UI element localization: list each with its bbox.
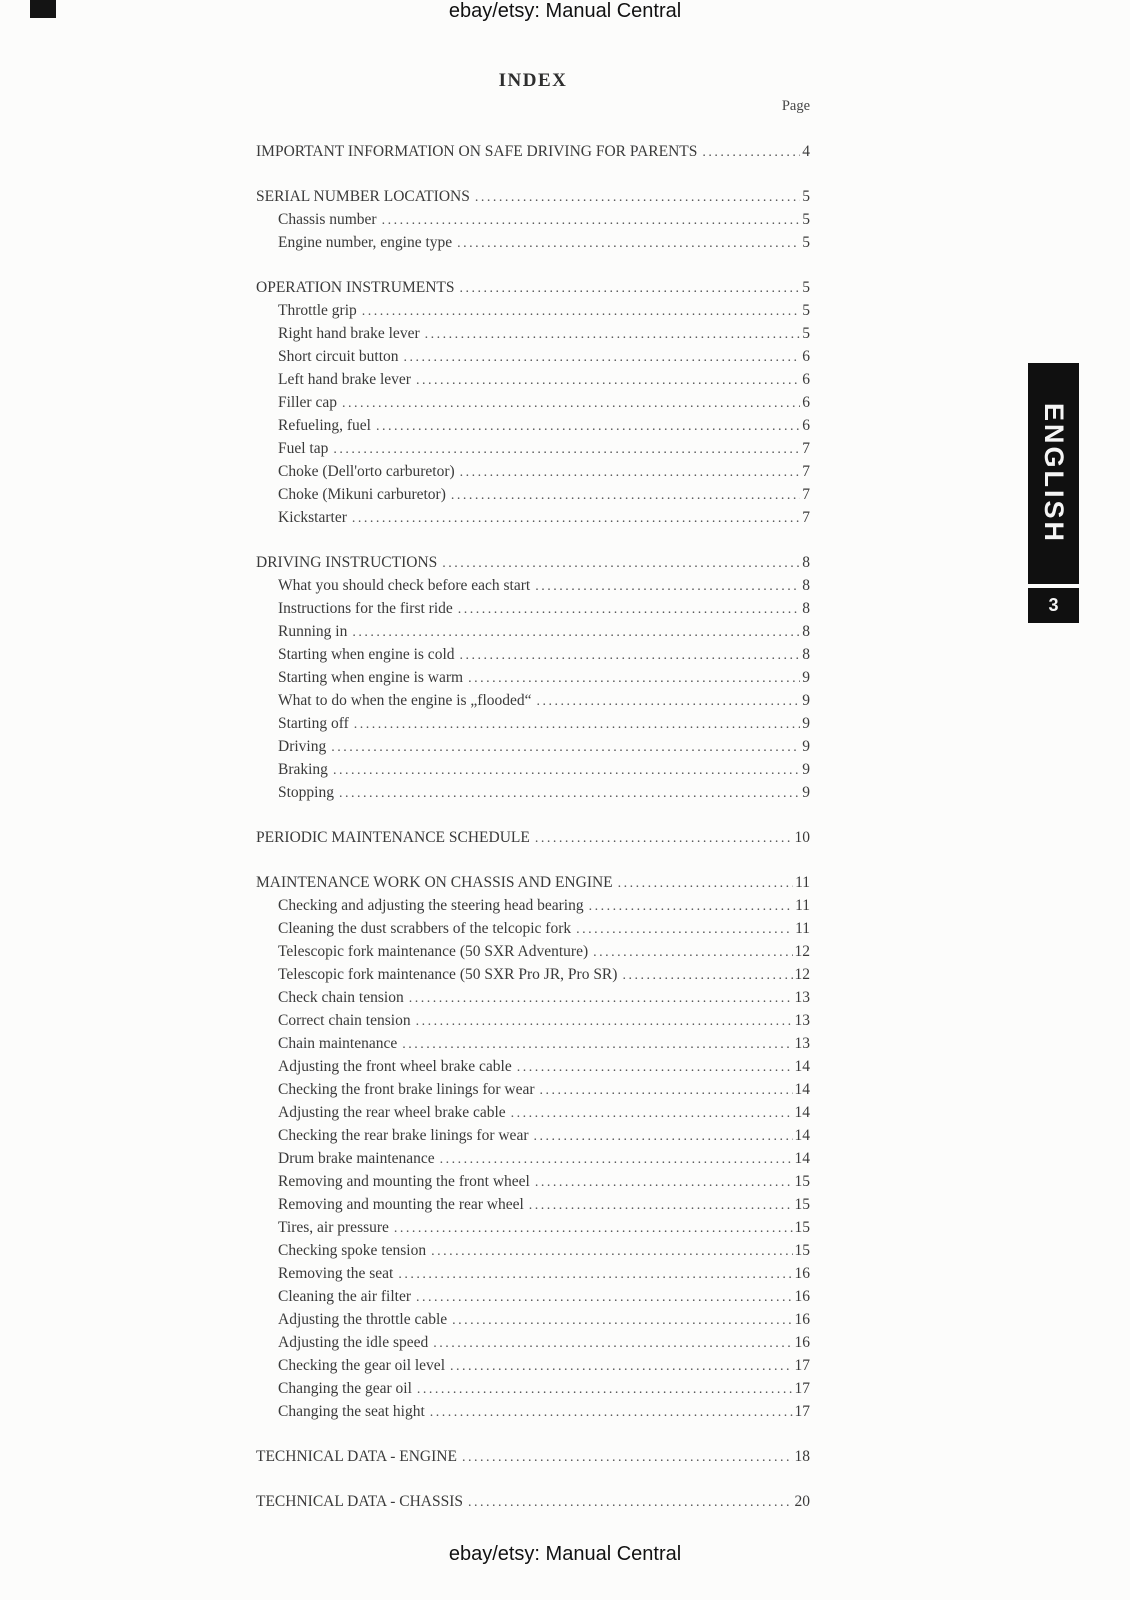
toc-item-row [256,437,810,460]
dot-leader [394,1217,793,1240]
toc-item-row [256,574,810,597]
toc-item-row [256,1216,810,1239]
toc-item-row [256,597,810,620]
toc-item-row [256,666,810,689]
dot-leader [402,1033,792,1056]
toc-page-number: 14 [794,1150,810,1167]
toc-entry-label: Cleaning the dust scrabbers of the telcopic fork [278,920,572,937]
toc-item-row [256,1055,810,1078]
toc-entry-label: Engine number, engine type [278,234,453,251]
toc-item-row [256,643,810,666]
toc-page-number: 8 [802,554,810,571]
toc-entry-label: TECHNICAL DATA - CHASSIS [256,1493,464,1510]
toc-page-number: 5 [802,279,810,296]
toc-entry-label: PERIODIC MAINTENANCE SCHEDULE [256,829,530,846]
toc-page-number: 17 [794,1357,810,1374]
toc-entry-label: Filler cap [278,394,337,411]
toc-entry-label: Choke (Dell'orto carburetor) [278,463,455,480]
toc-item-row [256,1285,810,1308]
toc-section-row [256,871,810,894]
toc-page-number: 12 [794,943,810,960]
toc-page-number: 5 [802,302,810,319]
dot-leader [352,621,800,644]
dot-leader [460,277,801,300]
toc-entry-label: Fuel tap [278,440,329,457]
toc-item-row [256,1262,810,1285]
toc-entry-label: Kickstarter [278,509,347,526]
toc-page-number: 6 [802,371,810,388]
toc-page-number: 16 [794,1265,810,1282]
toc-page-number: 18 [794,1448,810,1465]
toc-item-row [256,1308,810,1331]
toc-page-number: 5 [802,211,810,228]
toc-page-number: 12 [794,966,810,983]
toc-entry-label: What to do when the engine is „flooded“ [278,692,532,709]
dot-leader [702,141,800,164]
toc-entry-label: Checking the front brake linings for wear [278,1081,535,1098]
toc-page-number: 13 [794,989,810,1006]
dot-leader [416,1286,793,1309]
dot-leader [431,1240,792,1263]
dot-leader [409,987,793,1010]
toc-entry-label: What you should check before each start [278,577,531,594]
toc-entry-label: IMPORTANT INFORMATION ON SAFE DRIVING FOR PARENTS [256,143,698,160]
toc-entry-label: Throttle grip [278,302,357,319]
dot-leader [460,644,801,667]
toc-page-number: 9 [802,669,810,686]
toc-section-row [256,551,810,574]
dot-leader [331,736,800,759]
toc-section-row [256,1445,810,1468]
dot-leader [450,1355,793,1378]
dot-leader [535,575,800,598]
dot-leader [468,667,800,690]
toc-entry-label: OPERATION INSTRUMENTS [256,279,455,296]
toc-entry-label: Check chain tension [278,989,404,1006]
dot-leader [333,438,800,461]
toc-item-row [256,689,810,712]
page-number-tab: 3 [1028,588,1079,623]
toc-page-number: 14 [794,1104,810,1121]
dot-leader [352,507,800,530]
dot-leader [354,713,801,736]
toc-item-row [256,414,810,437]
dot-leader [589,895,793,918]
toc-page-number: 15 [794,1219,810,1236]
dot-leader [576,918,793,941]
dot-leader [433,1332,792,1355]
dot-leader [618,872,793,895]
toc-item-row [256,712,810,735]
dot-leader [535,827,793,850]
dot-leader [416,1010,793,1033]
toc-item-row [256,963,810,986]
toc-entry-label: Left hand brake lever [278,371,411,388]
toc-page-number: 13 [794,1012,810,1029]
toc-page-number: 11 [795,874,810,891]
dot-leader [535,1171,793,1194]
toc-page-number: 20 [794,1493,810,1510]
toc-page-number: 16 [794,1288,810,1305]
toc-item-row [256,758,810,781]
toc-item-row [256,391,810,414]
toc-page-number: 5 [802,325,810,342]
toc-page-number: 17 [794,1403,810,1420]
toc-page-number: 9 [802,761,810,778]
toc-entry-label: Short circuit button [278,348,399,365]
toc-entry-label: Starting when engine is cold [278,646,455,663]
toc-entry-label: Adjusting the front wheel brake cable [278,1058,512,1075]
dot-leader [462,1446,793,1469]
dot-leader [425,323,801,346]
toc-item-row [256,483,810,506]
dot-leader [517,1056,793,1079]
toc-entry-label: Starting off [278,715,349,732]
toc-item-row [256,1400,810,1423]
dot-leader [452,1309,792,1332]
toc-entry-label: Cleaning the air filter [278,1288,411,1305]
toc-page-number: 11 [795,920,810,937]
toc-page-number: 11 [795,897,810,914]
dot-leader [430,1401,793,1424]
toc-item-row [256,231,810,254]
toc-entry-label: Drum brake maintenance [278,1150,435,1167]
toc-entry-label: Checking spoke tension [278,1242,427,1259]
toc-page-number: 8 [802,623,810,640]
dot-leader [342,392,800,415]
toc-item-row [256,322,810,345]
toc-page-number: 17 [794,1380,810,1397]
toc-item-row [256,299,810,322]
toc-item-row [256,1124,810,1147]
toc-page-number: 8 [802,600,810,617]
toc-item-row [256,368,810,391]
page-column-label: Page [781,98,810,114]
toc-entry-label: Removing and mounting the front wheel [278,1173,530,1190]
toc-item-row [256,620,810,643]
toc-entry-label: Starting when engine is warm [278,669,464,686]
dot-leader [376,415,800,438]
toc-entry-label: SERIAL NUMBER LOCATIONS [256,188,470,205]
toc-item-row [256,1193,810,1216]
language-tab-label: ENGLISH [1039,402,1069,544]
toc-entry-label: DRIVING INSTRUCTIONS [256,554,438,571]
toc-page-number: 7 [802,463,810,480]
toc-section-row [256,276,810,299]
toc-page-number: 9 [802,715,810,732]
toc-page-number: 16 [794,1311,810,1328]
toc-page-number: 9 [802,784,810,801]
toc-page-number: 14 [794,1081,810,1098]
dot-leader [475,186,800,209]
toc-item-row [256,986,810,1009]
dot-leader [398,1263,792,1286]
toc-page-number: 7 [802,509,810,526]
toc-item-row [256,917,810,940]
toc-item-row [256,894,810,917]
toc-page-number: 6 [802,394,810,411]
toc-page-number: 6 [802,348,810,365]
dot-leader [622,964,792,987]
toc-item-row [256,735,810,758]
toc-entry-label: Changing the gear oil [278,1380,412,1397]
toc-section-row [256,826,810,849]
toc-item-row [256,1009,810,1032]
toc-entry-label: Refueling, fuel [278,417,371,434]
toc-entry-label: Braking [278,761,328,778]
toc-item-row [256,1147,810,1170]
dot-leader [382,209,801,232]
dot-leader [442,552,800,575]
dot-leader [404,346,801,369]
dot-leader [339,782,800,805]
toc-entry-label: Chain maintenance [278,1035,398,1052]
dot-leader [417,1378,793,1401]
toc-page-number: 8 [802,577,810,594]
toc-page-number: 15 [794,1242,810,1259]
toc-item-row [256,1078,810,1101]
toc-page-number: 9 [802,738,810,755]
dot-leader [416,369,800,392]
toc-page-number: 8 [802,646,810,663]
dot-leader [333,759,800,782]
toc-item-row [256,1377,810,1400]
dot-leader [458,598,800,621]
toc-entry-label: Right hand brake lever [278,325,420,342]
toc-entry-label: MAINTENANCE WORK ON CHASSIS AND ENGINE [256,874,613,891]
toc-item-row [256,1032,810,1055]
toc-item-row [256,208,810,231]
toc-page-number: 15 [794,1196,810,1213]
toc-entry-label: Checking the gear oil level [278,1357,445,1374]
toc-entry-label: Adjusting the idle speed [278,1334,429,1351]
toc-page-number: 14 [794,1058,810,1075]
toc-entry-label: Chassis number [278,211,377,228]
toc-item-row [256,1354,810,1377]
toc-item-row [256,1170,810,1193]
dot-leader [468,1491,792,1514]
dot-leader [529,1194,793,1217]
toc-page-number: 10 [794,829,810,846]
page-title: INDEX [498,70,568,91]
dot-leader [460,461,801,484]
toc-entry-label: Checking the rear brake linings for wear [278,1127,529,1144]
dot-leader [440,1148,793,1171]
dot-leader [362,300,800,323]
toc-page-number: 7 [802,440,810,457]
toc-page-number: 5 [802,188,810,205]
language-tab [1028,363,1079,584]
toc-entry-label: TECHNICAL DATA - ENGINE [256,1448,457,1465]
toc-page-number: 16 [794,1334,810,1351]
toc-entry-label: Stopping [278,784,334,801]
dot-leader [457,232,800,255]
toc-item-row [256,1101,810,1124]
toc-entry-label: Removing the seat [278,1265,394,1282]
toc-entry-label: Adjusting the rear wheel brake cable [278,1104,506,1121]
toc-entry-label: Running in [278,623,348,640]
dot-leader [540,1079,793,1102]
toc-section-row [256,185,810,208]
toc-item-row [256,460,810,483]
toc-page-number: 14 [794,1127,810,1144]
toc-page-number: 6 [802,417,810,434]
toc-section-row [256,1490,810,1513]
toc-entry-label: Tires, air pressure [278,1219,389,1236]
dot-leader [511,1102,793,1125]
page-header: ebay/etsy: Manual Central [448,0,682,22]
dot-leader [533,1125,792,1148]
toc-item-row [256,1239,810,1262]
toc-entry-label: Choke (Mikuni carburetor) [278,486,446,503]
dot-leader [537,690,801,713]
toc-section-row [256,140,810,163]
toc-page-number: 4 [802,143,810,160]
toc-entry-label: Telescopic fork maintenance (50 SXR Pro JR, Pro SR) [278,966,618,983]
dot-leader [451,484,800,507]
toc-entry-label: Correct chain tension [278,1012,411,1029]
dot-leader [593,941,792,964]
toc-page-number: 5 [802,234,810,251]
toc-page-number: 13 [794,1035,810,1052]
toc-item-row [256,506,810,529]
toc-page-number: 7 [802,486,810,503]
toc-item-row [256,345,810,368]
toc-entry-label: Adjusting the throttle cable [278,1311,448,1328]
toc-page-number: 15 [794,1173,810,1190]
toc-entry-label: Removing and mounting the rear wheel [278,1196,524,1213]
toc-page-number: 9 [802,692,810,709]
toc-entry-label: Checking and adjusting the steering head bearing [278,897,584,914]
toc-list [256,95,810,1513]
page-footer: ebay/etsy: Manual Central [448,1543,682,1565]
toc-item-row [256,1331,810,1354]
toc-entry-label: Driving [278,738,327,755]
toc-entry-label: Changing the seat hight [278,1403,425,1420]
toc-entry-label: Instructions for the first ride [278,600,453,617]
toc-item-row [256,940,810,963]
toc-entry-label: Telescopic fork maintenance (50 SXR Adventure) [278,943,589,960]
toc-item-row [256,781,810,804]
